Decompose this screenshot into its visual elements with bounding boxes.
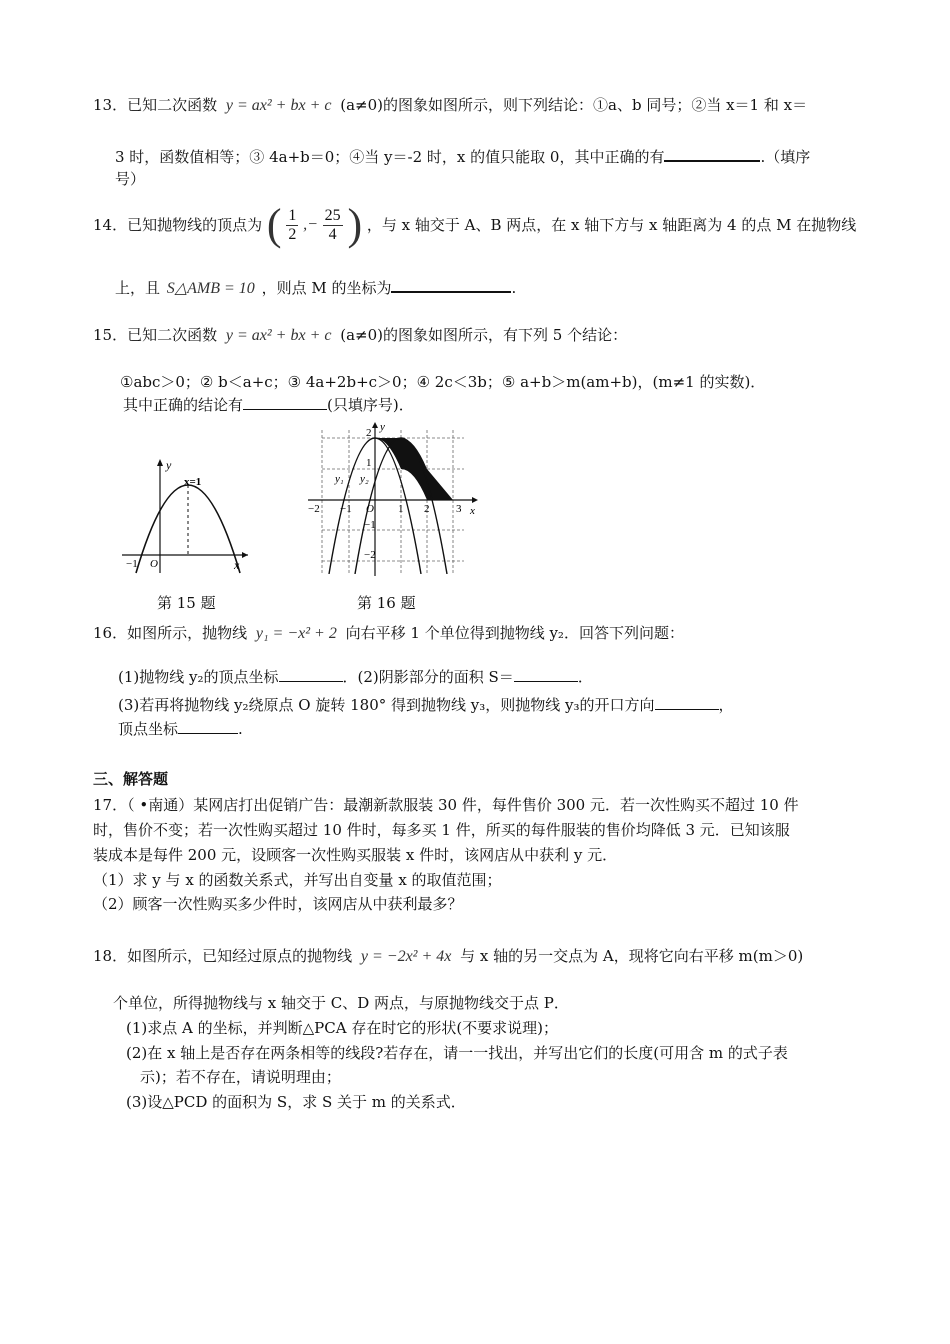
q15-formula: y = ax² + bx + c xyxy=(225,327,332,344)
fig16-x-label: x xyxy=(470,505,475,517)
q16-direction-blank[interactable] xyxy=(655,695,719,710)
q15-line2: ①abc＞0；② b＜a+c；③ 4a+2b+c＞0；④ 2c＜3b；⑤ a+b＞m(am+b)，(m≠1 的实数)． xyxy=(120,373,766,391)
section-title: 三、解答题 xyxy=(93,770,169,788)
q18-line3: (1)求点 A 的坐标，并判断△PCA 存在时它的形状(不要求说理)； xyxy=(126,1019,559,1037)
q16-vertex3-blank[interactable] xyxy=(178,719,238,734)
q13-line2: 3 时，函数值相等；③ 4a+b＝0；④当 y＝-2 时，x 的值只能取 0，其中正确的有 .（填序 xyxy=(115,148,811,166)
q18-line1: 18．如图所示，已知经过原点的抛物线 y = −2x² + 4x 与 x 轴的另一交点为 A，现将它向右平移 m(m＞0) xyxy=(93,947,804,965)
q16-line1: 16．如图所示，抛物线 y₁ = −x² + 2 向右平移 1 个单位得到抛物线 y₂．回答下列问题： xyxy=(93,624,684,642)
q13-answer-blank[interactable] xyxy=(664,146,760,162)
fig16-xtick: 3 xyxy=(456,503,462,515)
q15-line1: 15．已知二次函数 y = ax² + bx + c (a≠0)的图象如图所示，有下列 5 个结论： xyxy=(93,326,628,344)
fig16-ytick: 1 xyxy=(366,457,372,469)
q18-line4: (2)在 x 轴上是否存在两条相等的线段?若存在，请一一找出，并写出它们的长度(可用含 m 的式子表 xyxy=(126,1044,788,1062)
fig16-xtick: −2 xyxy=(308,503,320,515)
q16-formula: y₁ = −x² + 2 xyxy=(255,625,337,642)
q15-line3: 其中正确的结论有 (只填序号)． xyxy=(123,396,414,414)
q16-line2: (1)抛物线 y₂的顶点坐标 ．(2)阴影部分的面积 S＝ ． xyxy=(118,668,593,686)
q18-line2: 个单位，所得抛物线与 x 轴交于 C、D 两点，与原抛物线交于点 P． xyxy=(113,994,569,1012)
q13-line1: 13．已知二次函数 y = ax² + bx + c (a≠0)的图象如图所示，则下列结论：①a、b 同号；②当 x＝1 和 x＝ xyxy=(93,96,808,114)
q17-line1: 17．（ •南通）某网店打出促销广告：最潮新款服装 30 件，每件售价 300 元．若一次性购买不超过 10 件 xyxy=(93,796,799,814)
fig15-origin: O xyxy=(150,558,158,570)
q14-answer-blank[interactable] xyxy=(391,277,511,293)
q16-area-blank[interactable] xyxy=(514,667,578,682)
q14-vertex-x: $\frac{1}{2}$ xyxy=(288,206,297,243)
q18-line5: 示)；若不存在，请说明理由； xyxy=(140,1068,341,1086)
q17-line2: 时，售价不变；若一次性购买超过 10 件时，每多买 1 件，所买的每件服装的售价均降低 3 元．已知该服 xyxy=(93,821,790,839)
fig16-y1-label: y₁ xyxy=(335,473,344,485)
fig16-ytick: −1 xyxy=(364,519,376,531)
fig16-caption: 第 16 题 xyxy=(357,594,416,612)
q17-line3: 装成本是每件 200 元，设顾客一次性购买服装 x 件时，该网店从中获利 y 元． xyxy=(93,846,618,864)
fig16-origin: O xyxy=(366,503,374,515)
q18-line6: (3)设△PCD 的面积为 S，求 S 关于 m 的关系式． xyxy=(126,1093,466,1111)
q17-line5: （2）顾客一次性购买多少件时，该网店从中获利最多？ xyxy=(93,895,463,913)
q17-line4: （1）求 y 与 x 的函数关系式，并写出自变量 x 的取值范围； xyxy=(93,871,502,889)
fig15-neg-one: −1 xyxy=(126,558,138,570)
fig16-ytick: −2 xyxy=(364,549,376,561)
q16-vertex-blank[interactable] xyxy=(279,667,343,682)
q15-answer-blank[interactable] xyxy=(243,395,327,410)
q14-area-formula: S△AMB = 10 xyxy=(166,280,255,297)
fig15-caption: 第 15 题 xyxy=(157,594,216,612)
q16-line4: 顶点坐标 . xyxy=(118,720,243,738)
q14-line1: 14．已知抛物线的顶点为 ( $\frac{1}{2}$ ,− $\frac{25}{4}$ ) ，与 x 轴交于 A、B 两点，在 x 轴下方与 x 轴距离为 4 的点 M 在抛物线 xyxy=(93,200,857,249)
fig16-y-label: y xyxy=(380,421,385,433)
q14-vertex-y: $\frac{25}{4}$ xyxy=(324,206,341,243)
fig16-xtick: −1 xyxy=(340,503,352,515)
fig15-x-label: x xyxy=(234,558,240,572)
figure-15 xyxy=(118,455,253,575)
q13-formula: y = ax² + bx + c xyxy=(225,97,332,114)
fig15-axis-label: x=1 xyxy=(184,476,202,488)
q16-line3: (3)若再将抛物线 y₂绕原点 O 旋转 180° 得到抛物线 y₃，则抛物线 y₃的开口方向 ， xyxy=(118,696,734,714)
q13-line3: 号） xyxy=(115,170,146,188)
q18-formula: y = −2x² + 4x xyxy=(360,948,452,965)
fig15-y-label: y xyxy=(166,458,172,472)
fig16-xtick: 1 xyxy=(398,503,404,515)
fig16-y2-label: y₂ xyxy=(360,473,369,485)
figure-16 xyxy=(300,418,485,576)
q14-line2: 上，且 S△AMB = 10 ，则点 M 的坐标为 . xyxy=(115,279,517,297)
fig16-xtick: 2 xyxy=(424,503,430,515)
fig16-ytick: 2 xyxy=(366,427,372,439)
